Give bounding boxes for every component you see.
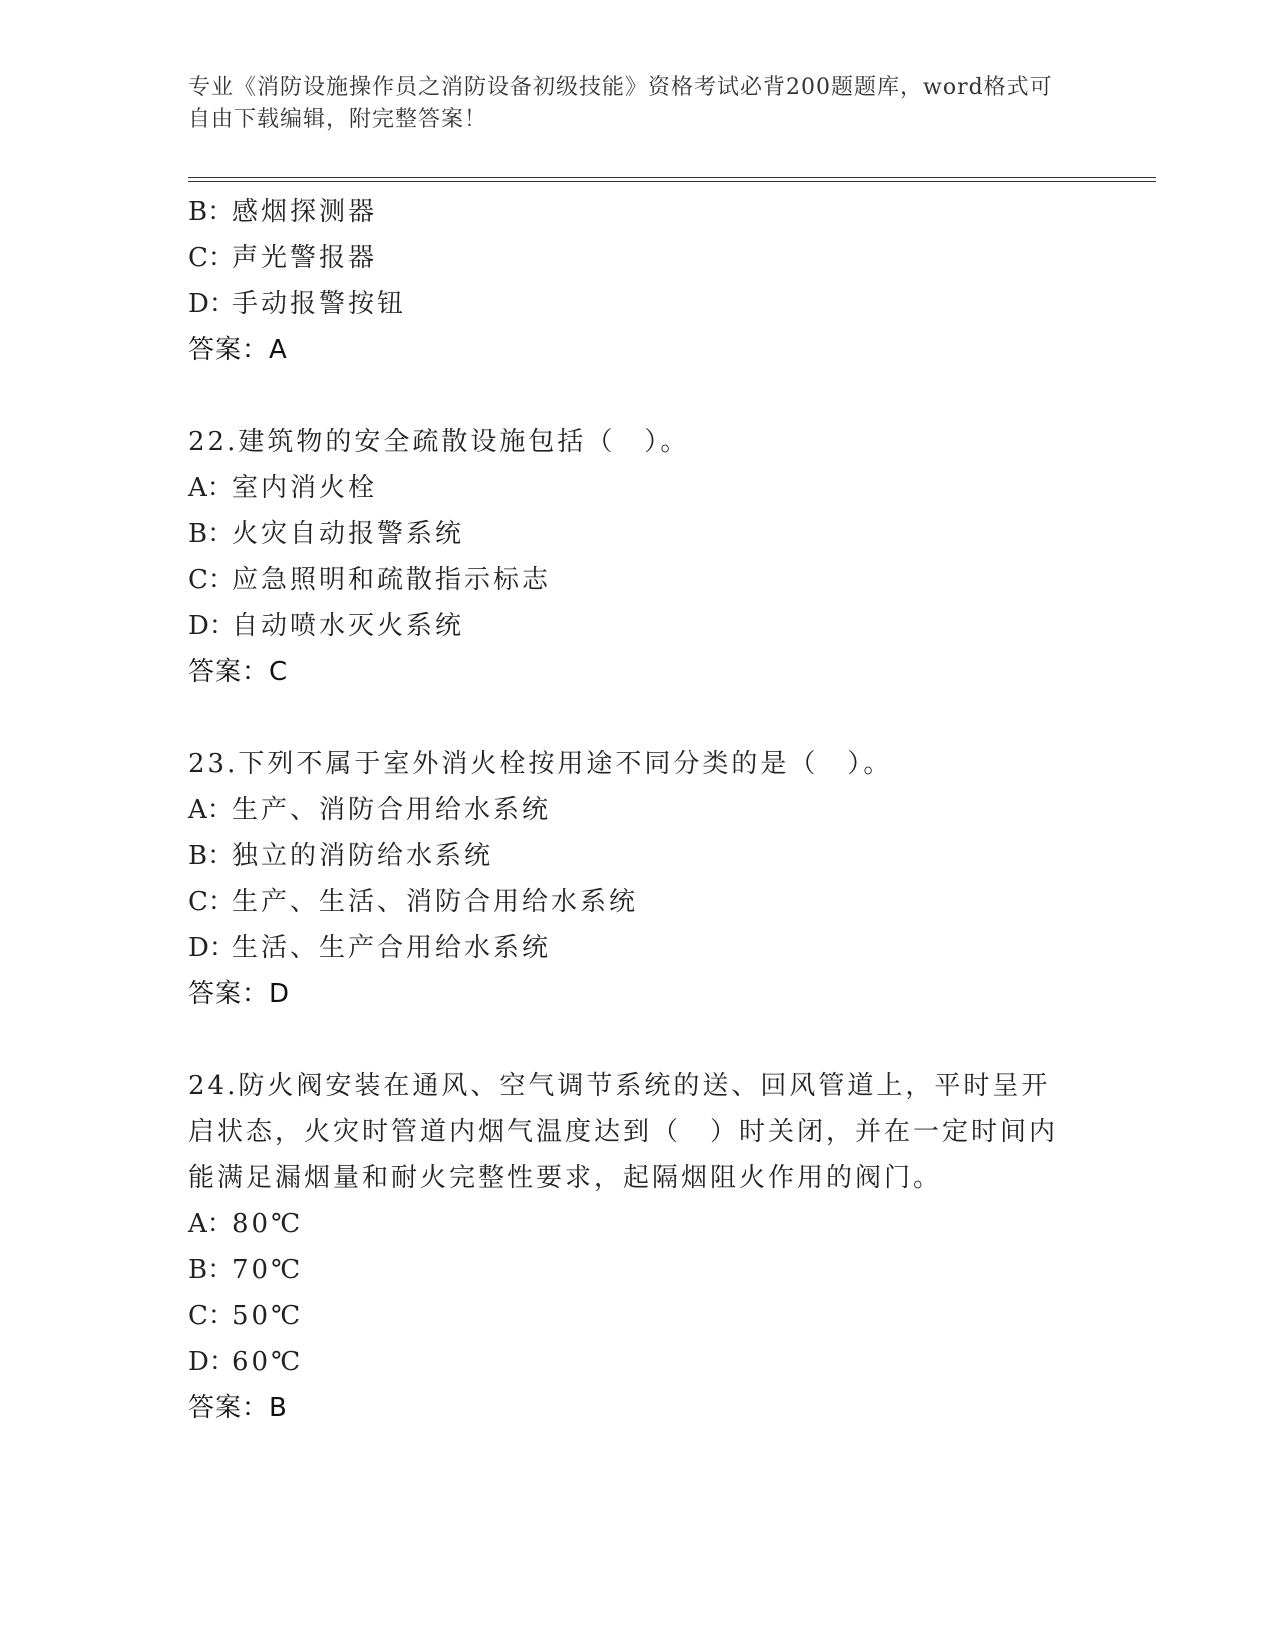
option-d: D：自动喷水灭火系统 bbox=[188, 611, 465, 641]
answer-line: 答案：C bbox=[188, 657, 289, 687]
question-stem: 22.建筑物的安全疏散设施包括（ ）。 bbox=[188, 427, 690, 457]
question-23 bbox=[188, 741, 1088, 1017]
option-d: D：60℃ bbox=[188, 1347, 304, 1377]
question-content bbox=[188, 189, 1088, 1431]
question-stem: 24.防火阀安装在通风、空气调节系统的送、回风管道上，平时呈开启状态，火灾时管道内烟气温度达到（ ）时关闭，并在一定时间内能满足漏烟量和耐火完整性要求，起隔烟阻火作用的阀门。 bbox=[188, 1071, 1059, 1193]
document-header: 专业《消防设施操作员之消防设备初级技能》资格考试必背200题题库，word格式可自由下载编辑，附完整答案！ bbox=[188, 75, 1053, 132]
option-b: B：感烟探测器 bbox=[188, 197, 378, 227]
continued-question bbox=[188, 189, 1088, 373]
option-b: B：火灾自动报警系统 bbox=[188, 519, 465, 549]
answer-line: 答案：D bbox=[188, 979, 291, 1009]
option-d: D：生活、生产合用给水系统 bbox=[188, 933, 552, 963]
option-c: C：声光警报器 bbox=[188, 243, 378, 273]
question-stem: 23.下列不属于室外消火栓按用途不同分类的是（ ）。 bbox=[188, 749, 893, 779]
option-b: B：独立的消防给水系统 bbox=[188, 841, 494, 871]
answer-line: 答案：A bbox=[188, 335, 288, 365]
option-c: C：50℃ bbox=[188, 1301, 304, 1331]
option-c: C：应急照明和疏散指示标志 bbox=[188, 565, 552, 595]
option-b: B：70℃ bbox=[188, 1255, 304, 1285]
header-divider-bottom bbox=[188, 181, 1156, 182]
header-divider-top bbox=[188, 177, 1156, 178]
option-a: A：室内消火栓 bbox=[188, 473, 378, 503]
question-24 bbox=[188, 1063, 1088, 1431]
option-a: A：生产、消防合用给水系统 bbox=[188, 795, 552, 825]
option-c: C：生产、生活、消防合用给水系统 bbox=[188, 887, 639, 917]
answer-line: 答案：B bbox=[188, 1393, 288, 1423]
question-22 bbox=[188, 419, 1088, 695]
option-d: D：手动报警按钮 bbox=[188, 289, 407, 319]
option-a: A：80℃ bbox=[188, 1209, 304, 1239]
